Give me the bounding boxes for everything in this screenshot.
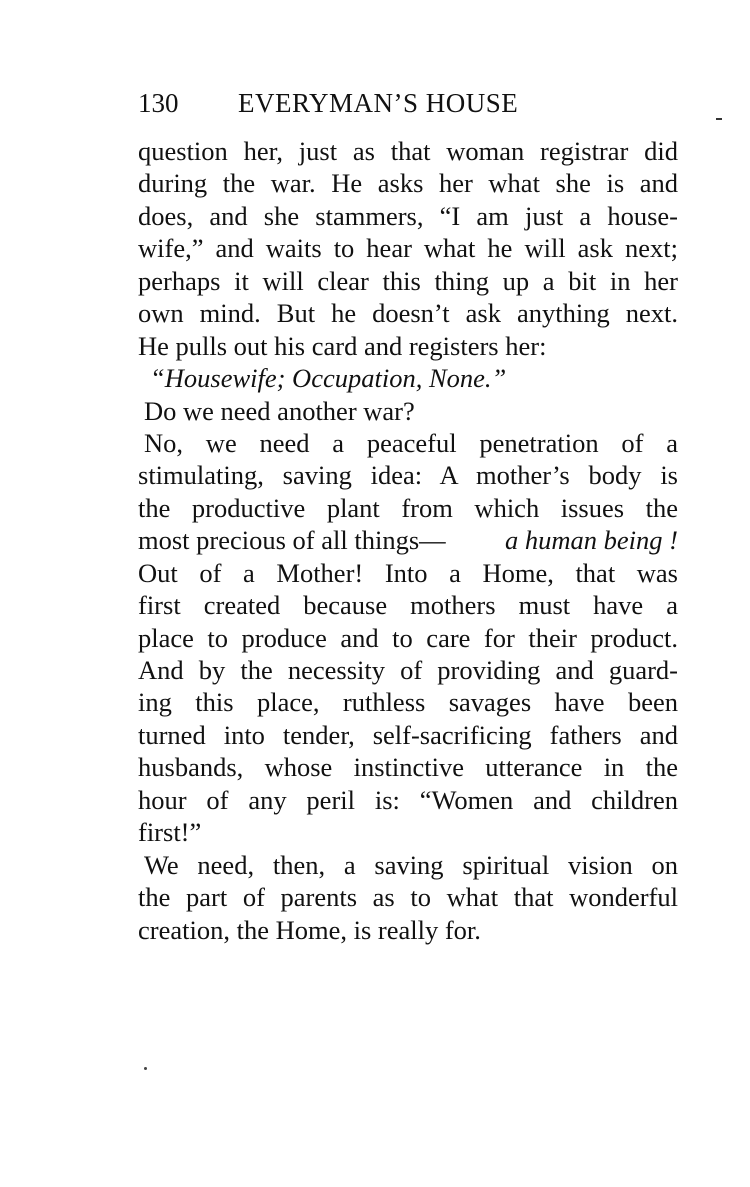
text-line: question her, just as that woman registrar did bbox=[138, 136, 678, 166]
text-line: hour of any peril is: “Women and children bbox=[138, 784, 678, 815]
text-line: And by the necessity of providing and guard- bbox=[138, 655, 678, 685]
italic-quote-line bbox=[138, 362, 678, 394]
text-line: stimulating, saving idea: A mother’s body is bbox=[138, 460, 678, 491]
text-line bbox=[138, 524, 678, 556]
text-line: place to produce and to care for their product. bbox=[138, 622, 678, 653]
text-line: perhaps it will clear this thing up a bit in her bbox=[138, 265, 678, 296]
text-line: wife,” and waits to hear what he will ask next; bbox=[138, 233, 678, 264]
text-line: Do we need another war? bbox=[144, 395, 415, 426]
scan-speck bbox=[144, 1067, 147, 1070]
text-line: He pulls out his card and registers her: bbox=[138, 330, 547, 361]
page-number: 130 bbox=[138, 88, 179, 118]
text-line: husbands, whose instinctive utterance in the bbox=[138, 752, 678, 783]
text-line: during the war. He asks her what she is and bbox=[138, 168, 678, 199]
text-segment: most precious of all things— bbox=[138, 525, 446, 556]
text-line: creation, the Home, is really for. bbox=[138, 914, 481, 945]
body-text bbox=[138, 135, 678, 946]
text-line: does, and she stammers, “I am just a house- bbox=[138, 200, 678, 231]
text-line: first!” bbox=[138, 817, 202, 848]
text-line: No, we need a peaceful penetration of a bbox=[144, 427, 678, 458]
text-line: own mind. But he doesn’t ask anything next. bbox=[138, 298, 678, 329]
text-line: turned into tender, self-sacrificing fathers and bbox=[138, 719, 678, 750]
text-line: ing this place, ruthless savages have been bbox=[138, 687, 678, 718]
text-line: We need, then, a saving spiritual vision on bbox=[144, 849, 678, 880]
text-line: the productive plant from which issues the bbox=[138, 492, 678, 523]
italic-quote: “Housewife; Occupation, None.” bbox=[150, 363, 507, 394]
running-header bbox=[138, 88, 558, 124]
scan-mark bbox=[716, 118, 722, 120]
italic-phrase: a human being ! bbox=[505, 525, 678, 556]
running-title: EVERYMAN’S HOUSE bbox=[238, 88, 519, 118]
text-line: Out of a Mother! Into a Home, that was bbox=[138, 557, 678, 588]
text-line: the part of parents as to what that wonderful bbox=[138, 882, 678, 913]
text-line: first created because mothers must have a bbox=[138, 590, 678, 621]
